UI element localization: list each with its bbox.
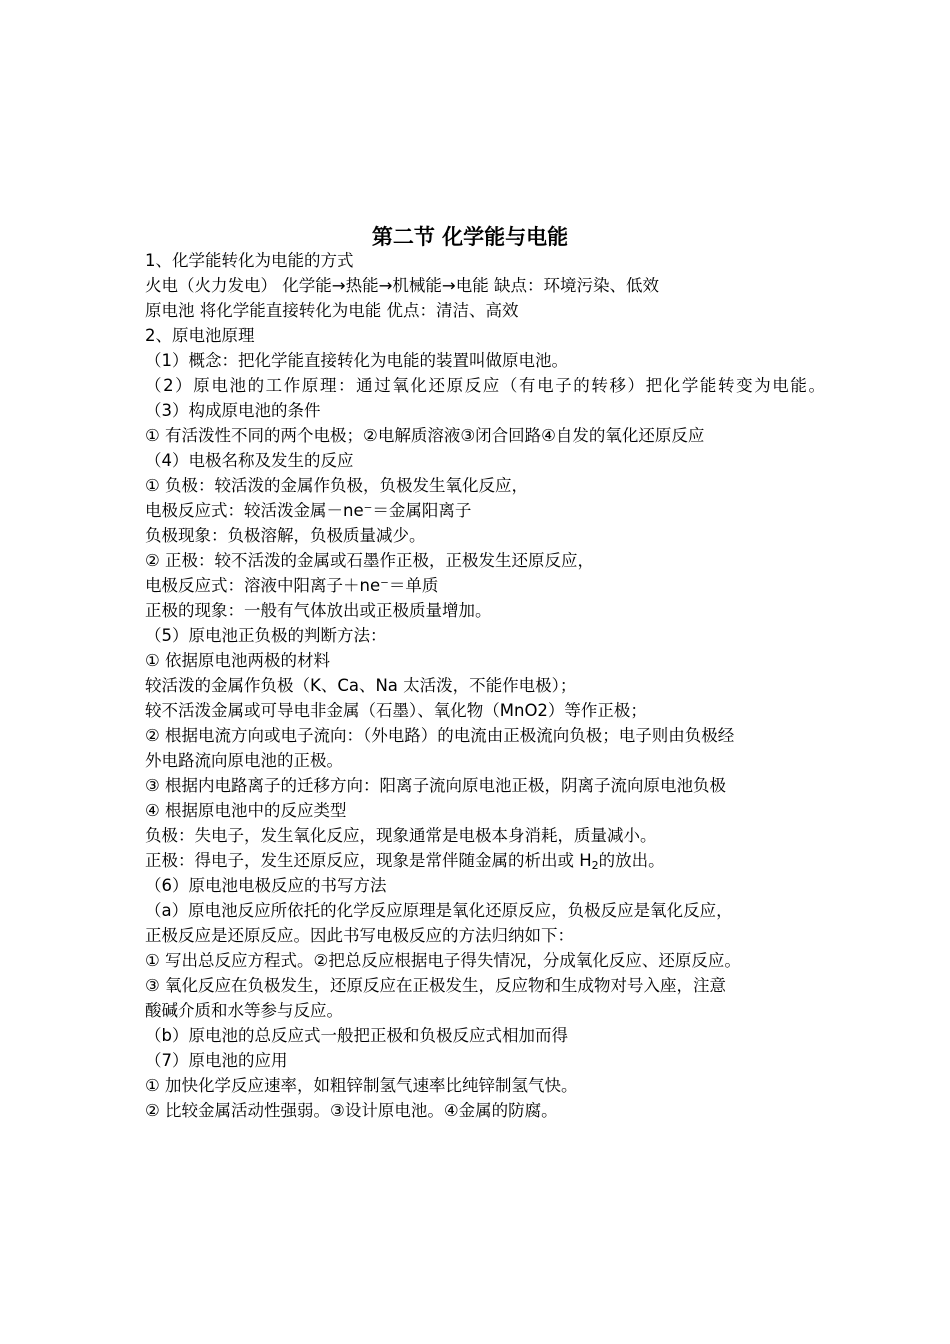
text-line: 酸碱介质和水等参与反应。 (145, 1001, 343, 1020)
text-line: 较不活泼金属或可导电非金属（石墨）、氧化物（MnO2）等作正极； (145, 701, 647, 720)
h2-line-before: 正极：得电子，发生还原反应，现象是常伴随金属的析出或 H (145, 851, 592, 870)
text-line: 电极反应式：较活泼金属－ne⁻＝金属阳离子 (145, 501, 472, 520)
text-line: 正极反应是还原反应。因此书写电极反应的方法归纳如下： (145, 926, 574, 945)
text-line: （2）原电池的工作原理：通过氧化还原反应（有电子的转移）把化学能转变为电能。 (145, 376, 825, 395)
text-line: ① 负极：较活泼的金属作负极，负极发生氧化反应， (145, 476, 529, 495)
text-line: （4）电极名称及发生的反应 (145, 451, 354, 470)
text-line: ① 有活泼性不同的两个电极；②电解质溶液③闭合回路④自发的氧化还原反应 (145, 426, 705, 445)
text-line: ③ 氧化反应在负极发生，还原反应在正极发生，反应物和生成物对号入座，注意 (145, 976, 727, 995)
text-line: 较活泼的金属作负极（K、Ca、Na 太活泼，不能作电极）； (145, 676, 577, 695)
h2-line-after: 的放出。 (598, 851, 665, 870)
text-line: ② 比较金属活动性强弱。③设计原电池。④金属的防腐。 (145, 1101, 558, 1120)
h2-subscript: 2 (591, 859, 599, 872)
text-line: （5）原电池正负极的判断方法： (145, 626, 387, 645)
text-line: ④ 根据原电池中的反应类型 (145, 801, 347, 820)
text-line: （3）构成原电池的条件 (145, 401, 321, 420)
text-line: （a）原电池反应所依托的化学反应原理是氧化还原反应，负极反应是氧化反应， (145, 901, 733, 920)
document-body (145, 248, 825, 1123)
text-line: （6）原电池电极反应的书写方法 (145, 876, 387, 895)
text-line: 负极：失电子，发生氧化反应，现象通常是电极本身消耗，质量减小。 (145, 826, 657, 845)
text-line: ② 根据电流方向或电子流向：（外电路）的电流由正极流向负极；电子则由负极经 (145, 726, 735, 745)
text-line: 电极反应式：溶液中阳离子＋ne⁻＝单质 (145, 576, 439, 595)
text-line: 正极的现象：一般有气体放出或正极质量增加。 (145, 601, 492, 620)
text-line: ① 加快化学反应速率，如粗锌制氢气速率比纯锌制氢气快。 (145, 1076, 578, 1095)
text-line: 2、原电池原理 (145, 326, 255, 345)
text-line: ① 依据原电池两极的材料 (145, 651, 331, 670)
text-line-h2 (145, 848, 825, 873)
text-line: ③ 根据内电路离子的迁移方向：阳离子流向原电池正极，阴离子流向原电池负极 (145, 776, 727, 795)
text-line: ② 正极：较不活泼的金属或石墨作正极，正极发生还原反应， (145, 551, 595, 570)
text-line: （b）原电池的总反应式一般把正极和负极反应式相加而得 (145, 1026, 568, 1045)
page-title: 第二节 化学能与电能 (371, 225, 569, 249)
text-line: （1）概念：把化学能直接转化为电能的装置叫做原电池。 (145, 351, 568, 370)
text-line: 火电（火力发电） 化学能→热能→机械能→电能 缺点：环境污染、低效 (145, 276, 659, 295)
text-line: 1、化学能转化为电能的方式 (145, 251, 354, 270)
text-line: ① 写出总反应方程式。②把总反应根据电子得失情况，分成氧化反应、还原反应。 (145, 951, 741, 970)
text-line: 原电池 将化学能直接转化为电能 优点：清洁、高效 (145, 301, 519, 320)
text-line: 负极现象：负极溶解，负极质量减少。 (145, 526, 426, 545)
text-line: 外电路流向原电池的正极。 (145, 751, 343, 770)
text-line: （7）原电池的应用 (145, 1051, 288, 1070)
